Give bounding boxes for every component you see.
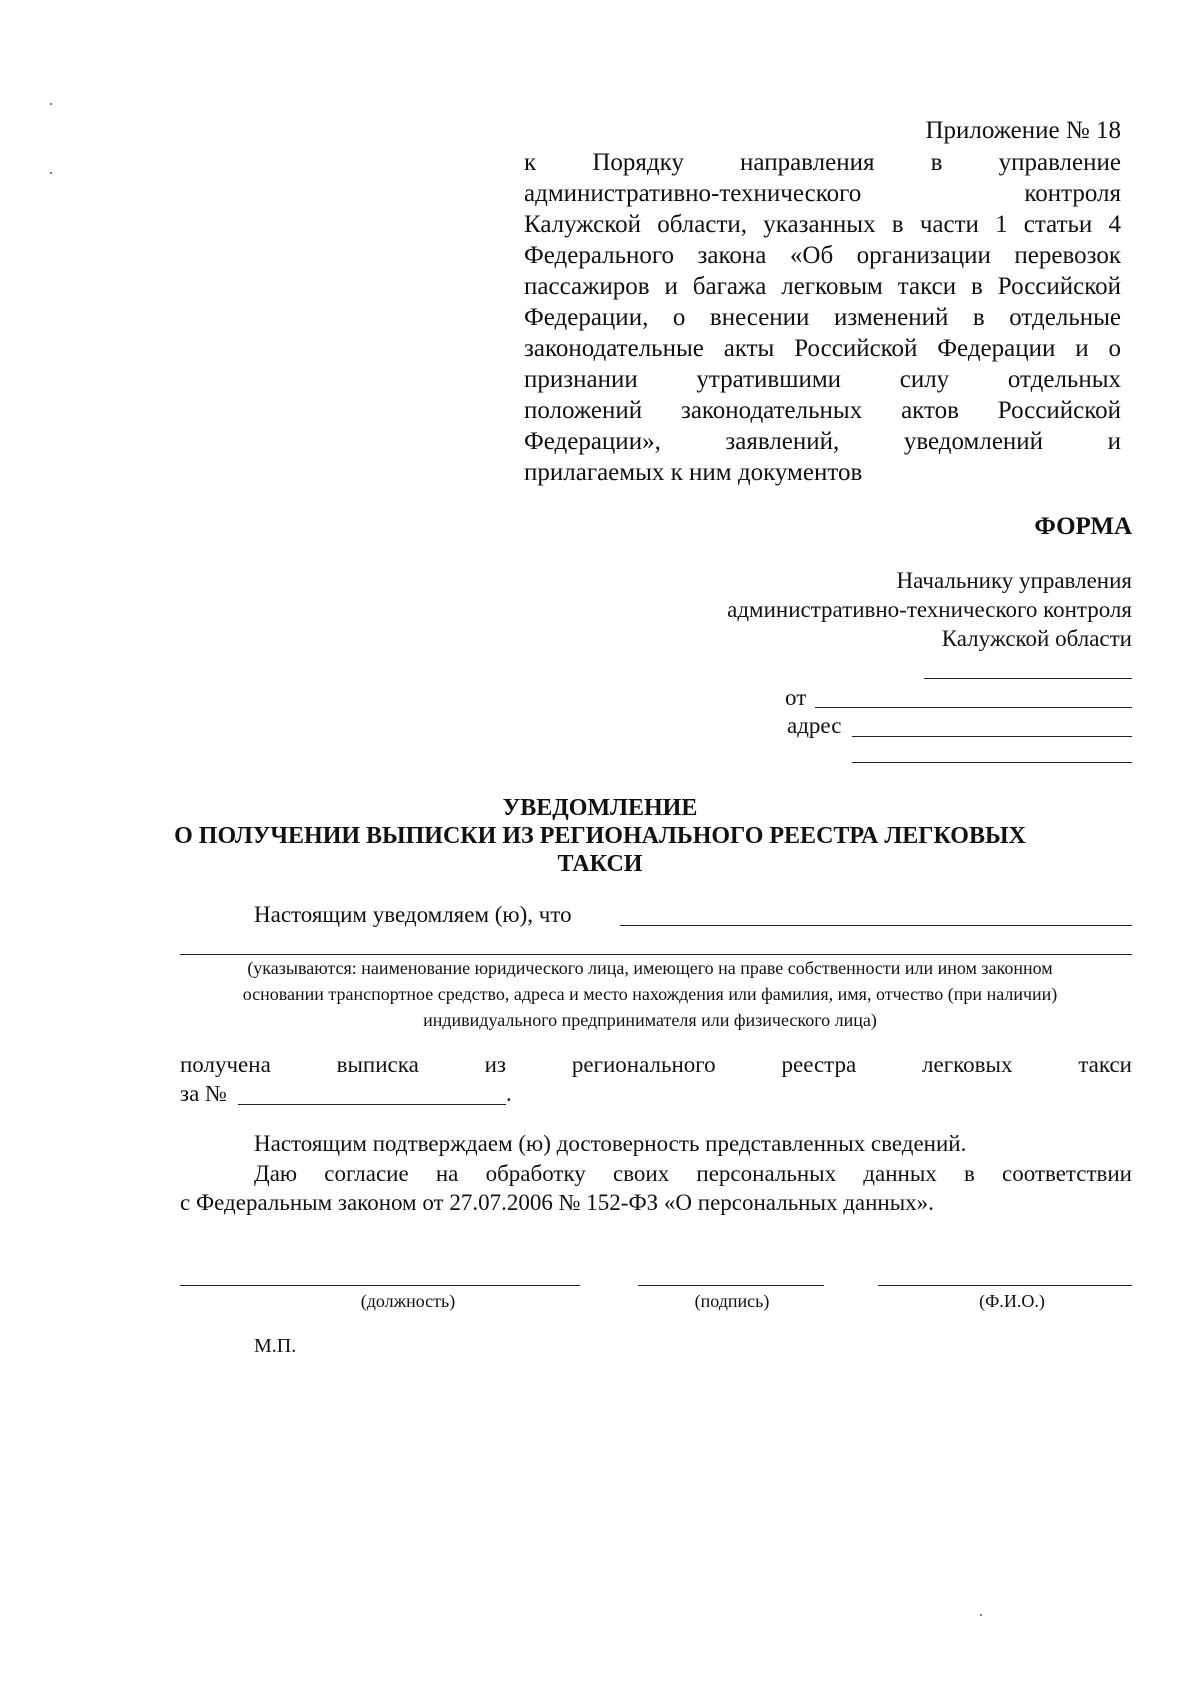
notify-intro: Настоящим уведомляем (ю), что [254,902,572,927]
addressee-blank-line[interactable] [924,678,1132,679]
appendix-line: Калужской области, указанных в части 1 статьи 4 [524,211,1121,238]
addressee-line: Калужской области [941,626,1132,651]
scan-speck [50,103,52,105]
signature-field[interactable] [638,1285,824,1286]
consent-text: Даю согласие на обработку своих персональных данных в соответствии [254,1161,1132,1186]
appendix-line: административно-технического контроля [524,180,1121,207]
document-title: УВЕДОМЛЕНИЕ [502,795,698,821]
notify-field[interactable] [620,925,1132,926]
addressee-line: административно-технического контроля [727,597,1132,622]
address-field-line2[interactable] [852,762,1132,763]
form-label: ФОРМА [1034,513,1132,540]
appendix-line: признании утратившими силу отдельных [524,366,1121,393]
extract-number-suffix: . [506,1081,512,1106]
appendix-line: к Порядку направления в управление [524,149,1121,176]
appendix-line-last: прилагаемых к ним документов [524,459,863,486]
extract-number-prefix: за № [180,1081,227,1106]
extract-text: получена выписка из регионального реестра легковых такси [180,1052,1132,1077]
notify-hint: (указываются: наименование юридического лица, имеющего на праве собственности или ином законном [247,958,1053,978]
appendix-line: Федерации, о внесении изменений в отдельные [524,304,1121,331]
consent-text-end: с Федеральным законом от 27.07.2006 № 152-ФЗ «О персональных данных». [180,1190,934,1215]
signature-label: (подпись) [694,1291,770,1311]
scan-speck [50,172,52,174]
scan-speck [980,1614,982,1616]
address-label: адрес [787,713,842,738]
appendix-line: Федерации», заявлений, уведомлений и [524,428,1121,455]
appendix-line: законодательные акты Российской Федерации и о [524,335,1121,362]
document-subtitle: О ПОЛУЧЕНИИ ВЫПИСКИ ИЗ РЕГИОНАЛЬНОГО РЕЕСТРА ЛЕГКОВЫХ [174,823,1026,849]
address-field[interactable] [852,736,1132,737]
position-label: (должность) [360,1291,456,1311]
appendix-line: пассажиров и багажа легковым такси в Российской [524,273,1121,300]
notify-hint: индивидуального предпринимателя или физического лица) [423,1010,877,1030]
name-field[interactable] [878,1285,1132,1286]
from-field[interactable] [815,707,1132,708]
name-label: (Ф.И.О.) [979,1291,1045,1311]
extract-number-field[interactable] [238,1104,506,1105]
stamp-label: М.П. [254,1335,297,1357]
addressee-line: Начальнику управления [896,568,1132,593]
appendix-line: Федерального закона «Об организации перевозок [524,242,1121,269]
confirm-text: Настоящим подтверждаем (ю) достоверность представленных сведений. [254,1131,967,1156]
document-subtitle-end: ТАКСИ [557,851,643,877]
appendix-line: положений законодательных актов Российской [524,397,1121,424]
appendix-number: Приложение № 18 [925,117,1121,144]
notify-hint: основании транспортное средство, адреса и место нахождения или фамилия, имя, отчество (при наличии) [242,984,1058,1004]
notify-field-line2[interactable] [180,954,1132,955]
from-label: от [785,685,807,710]
position-field[interactable] [180,1285,580,1286]
